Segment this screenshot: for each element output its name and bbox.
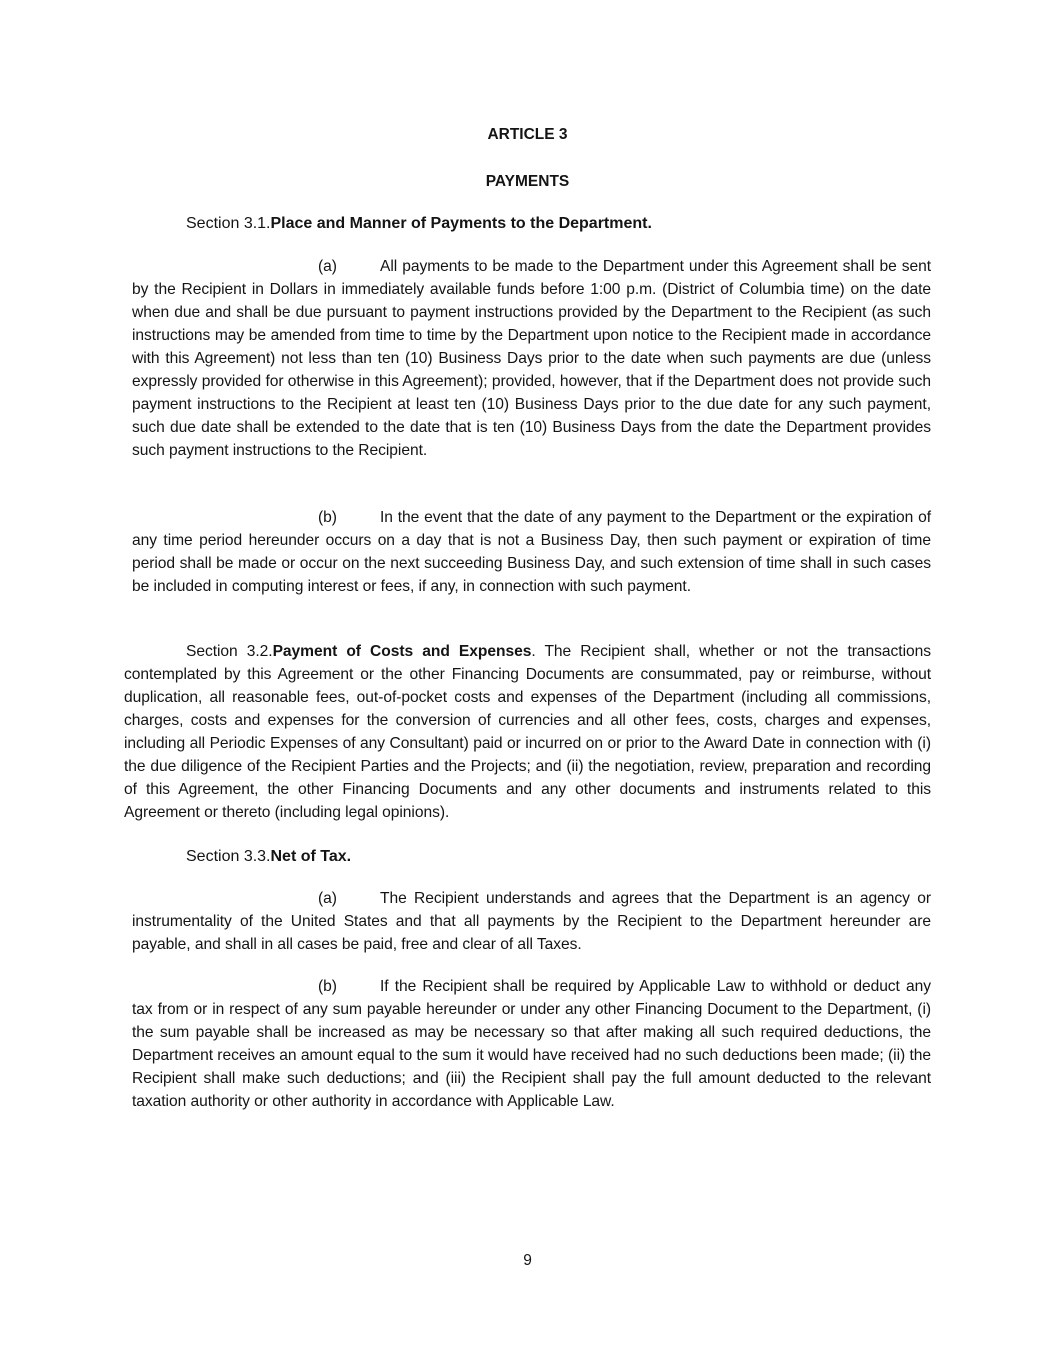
section-3-1-a-marker: (a) xyxy=(318,258,337,275)
section-3-1-a-text: All payments to be made to the Department under this Agreement shall be sent by the Recipient in Dollars in immediately available funds before 1:00 p.m. (District of Columbia time) on the date when due and shall be due pursuant to payment instructions provided by the Department to the Recipient (as such instructions may be amended from time to time by the Department upon notice to the Recipient made in accordance with this Agreement) not less than ten (10) Business Days prior to the date when such payments are due (unless expressly provided for otherwise in this Agreement); provided, however, that if the Department does not provide such payment instructions to the Recipient at least ten (10) Business Days prior to the due date for any such payment, such due date shall be extended to the date that is ten (10) Business Days from the date the Department provides such payment instructions to the Recipient. xyxy=(132,258,931,459)
section-3-3-b-marker: (b) xyxy=(318,978,337,995)
section-3-3-b xyxy=(132,975,931,1113)
section-3-3-a xyxy=(132,887,931,956)
article-title: PAYMENTS xyxy=(485,173,570,190)
section-3-2 xyxy=(124,640,931,824)
section-3-3-label: Section 3.3. xyxy=(186,848,271,865)
section-3-1-a xyxy=(132,255,931,462)
article-number: ARTICLE 3 xyxy=(487,126,568,143)
section-3-1-b xyxy=(132,506,931,598)
section-3-1-title: Place and Manner of Payments to the Department. xyxy=(270,215,652,232)
page-number: 9 xyxy=(523,1252,532,1269)
section-3-3-heading xyxy=(186,845,351,868)
section-3-1-heading xyxy=(186,212,652,235)
section-3-2-label: Section 3.2. xyxy=(186,643,273,660)
section-3-2-title: Payment of Costs and Expenses xyxy=(272,643,532,660)
section-3-1-b-text: In the event that the date of any payment to the Department or the expiration of any time period hereunder occurs on a day that is not a Business Day, then such payment or expiration of time period shall be made or occur on the next succeeding Business Day, and such extension of time shall in such cases be included in computing interest or fees, if any, in connection with such payment. xyxy=(132,509,931,595)
section-3-3-a-text: The Recipient understands and agrees that the Department is an agency or instrumentality of the United States and that all payments by the Recipient to the Department hereunder are payable, and shall in all cases be paid, free and clear of all Taxes. xyxy=(132,890,931,953)
section-3-1-b-marker: (b) xyxy=(318,509,337,526)
section-3-3-b-text: If the Recipient shall be required by Applicable Law to withhold or deduct any tax from or in respect of any sum payable hereunder or under any other Financing Document to the Department, (i) the sum payable shall be increased as may be necessary so that after making all such required deductions, the Department receives an amount equal to the sum it would have received had no such deductions been made; (ii) the Recipient shall make such deductions; and (iii) the Recipient shall pay the full amount deducted to the relevant taxation authority or other authority in accordance with Applicable Law. xyxy=(132,978,931,1110)
section-3-2-text: . The Recipient shall, whether or not the transactions contemplated by this Agreement or the other Financing Documents are consummated, pay or reimburse, without duplication, all reasonable fees, out-of-pocket costs and expenses of the Department (including all commissions, charges, costs and expenses for the conversion of currencies and all other fees, costs, charges and expenses, including all Periodic Expenses of any Consultant) paid or incurred on or prior to the Award Date in connection with (i) the due diligence of the Recipient Parties and the Projects; and (ii) the negotiation, review, preparation and recording of this Agreement, the other Financing Documents and any other documents and instruments related to this Agreement or thereto (including legal opinions). xyxy=(124,643,931,821)
section-3-1-label: Section 3.1. xyxy=(186,215,271,232)
section-3-3-title: Net of Tax. xyxy=(270,848,352,865)
section-3-3-a-marker: (a) xyxy=(318,890,337,907)
